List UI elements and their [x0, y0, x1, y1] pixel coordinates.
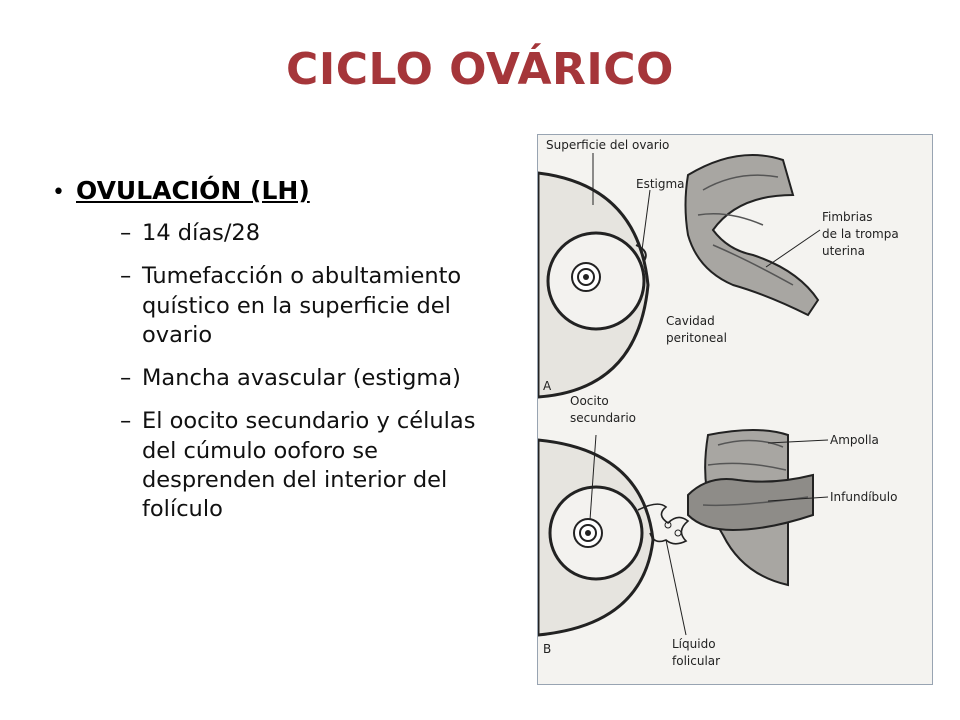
sub-bullet-list — [76, 219, 502, 524]
sub-bullet-stigma: – Mancha avascular (estigma) — [76, 364, 502, 393]
oocyte-b-nucleus — [585, 530, 591, 536]
label-cavidad-1: Cavidad — [666, 314, 715, 328]
leader-estigma — [642, 190, 650, 250]
label-fimbrias-3: uterina — [822, 244, 865, 258]
cumulus-cell — [675, 530, 681, 536]
sub-bullet-swelling: – Tumefacción o abultamiento quístico en la superficie del ovario — [76, 262, 502, 350]
leader-liquido — [666, 540, 686, 635]
oocyte-a-nucleus — [583, 274, 589, 280]
label-oocito-2: secundario — [570, 411, 637, 425]
main-bullet — [52, 176, 502, 524]
label-panel-a: A — [543, 379, 552, 393]
ovulation-diagram — [537, 134, 933, 685]
sub-bullet-days: – 14 días/28 — [76, 219, 502, 248]
panel-b-illustration — [538, 430, 828, 635]
label-fimbrias-1: Fimbrias — [822, 210, 873, 224]
label-liquido-1: Líquido — [672, 637, 716, 651]
sub-bullet-oocyte: – El oocito secundario y células del cúmulo ooforo se desprenden del interior del folículo — [76, 407, 502, 524]
bullet-list — [52, 176, 502, 538]
ovulation-heading: • OVULACIÓN (LH) — [76, 176, 310, 205]
label-cavidad-2: peritoneal — [666, 331, 727, 345]
fimbriae-a-shape — [686, 155, 819, 315]
label-superficie: Superficie del ovario — [546, 138, 670, 152]
label-panel-b: B — [543, 642, 552, 656]
label-ampolla: Ampolla — [830, 433, 879, 447]
slide-title: CICLO OVÁRICO — [286, 44, 674, 95]
label-infundibulo: Infundíbulo — [830, 490, 898, 504]
label-fimbrias-2: de la trompa — [822, 227, 899, 241]
ovulation-illustration — [538, 135, 932, 684]
label-oocito-1: Oocito — [570, 394, 609, 408]
label-estigma: Estigma — [636, 177, 685, 191]
label-liquido-2: folicular — [672, 654, 721, 668]
infundibulum-shape — [688, 475, 813, 530]
leader-fimbrias — [766, 230, 820, 267]
